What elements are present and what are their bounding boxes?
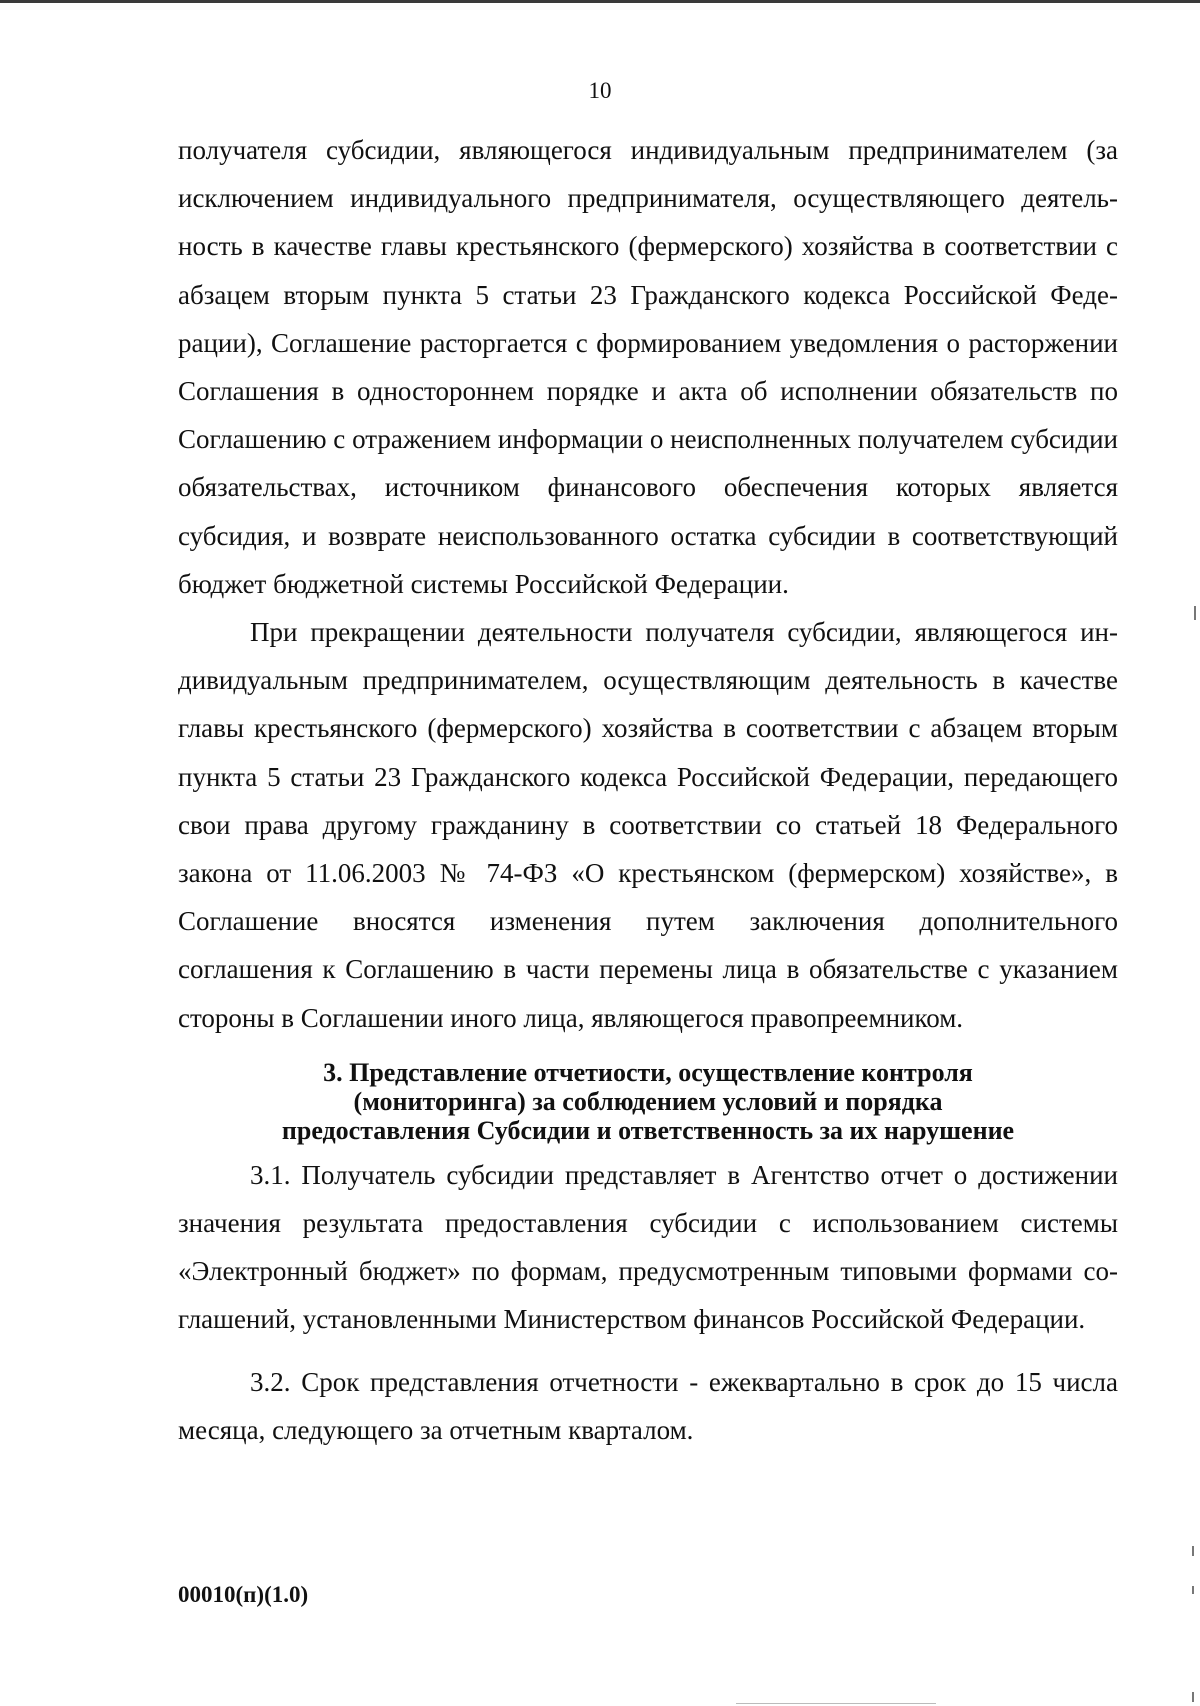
scan-top-border bbox=[0, 0, 1200, 3]
scan-artifact-line bbox=[736, 1703, 936, 1704]
clause-3-2: 3.2. Срок представления отчетности - ежеквартально в срок до 15 числа месяца, следующего за отчетным кварталом. bbox=[178, 1366, 1118, 1445]
scan-artifact-mark bbox=[1194, 606, 1196, 620]
paragraph-continuation: получателя субсидии, являющегося индивидуальным предпринимателем (за исключением индивидуального предпринимателя, осуществляющего деятельность в качестве главы крестьянского (фермерского) хозяйства в соответствии с абзацем вторым пункта 5 статьи 23 Гражданского кодекса Российской Федерации), Соглашение расторгается с формированием уведомления о расторжении Соглашения в одностороннем порядке и акта об исполнении обязательств по Соглашению с отражением информации о неисполненных получателем субсидии обязательствах, источником финансового обеспечения которых является субсидия, и возврате неиспользованного остатка субсидии в соответствующий бюджет бюджетной системы Российской Федерации. bbox=[178, 135, 1118, 599]
clause-3-1: 3.1. Получатель субсидии представляет в Агентство отчет о достижении значения результата предоставления субсидии с использованием системы «Электронный бюджет» по формам, предусмотренным типовыми формами соглашений, установленными Министерством финансов Российской Федерации. bbox=[178, 1159, 1118, 1335]
section-3-heading-line-1: 3. Представление отчетиости, осуществление контроля bbox=[323, 1057, 973, 1087]
section-3-heading-line-3: предоставления Субсидии и ответственность за их нарушение bbox=[281, 1115, 1015, 1145]
section-3-heading-line-2: (мониторинга) за соблюдением условий и порядка bbox=[353, 1086, 943, 1116]
document-body bbox=[178, 126, 1118, 1454]
scan-artifact-mark bbox=[1192, 1546, 1194, 1556]
page-number: 10 bbox=[588, 78, 612, 103]
section-3-heading bbox=[178, 1058, 1118, 1145]
scan-artifact-mark bbox=[1192, 1692, 1194, 1702]
scan-artifact-mark bbox=[1192, 1586, 1194, 1594]
footer-document-code: 00010(п)(1.0) bbox=[178, 1582, 309, 1607]
paragraph-termination-of-activity: При прекращении деятельности получателя субсидии, являющегося индивидуальным предпринимателем, осуществляющим деятельность в качестве главы крестьянского (фермерского) хозяйства в соответствии с абзацем вторым пункта 5 статьи 23 Гражданского кодекса Российской Федерации, передающего свои права другому гражданину в соответствии со статьей 18 Федерального закона от 11.06.2003 № 74-ФЗ «О крестьянском (фермерском) хозяйстве», в Соглашение вносятся изменения путем заключения дополнительного соглашения к Соглашению в части перемены лица в обязательстве с указанием стороны в Соглашении иного лица, являющегося правопреемником. bbox=[178, 617, 1118, 1033]
